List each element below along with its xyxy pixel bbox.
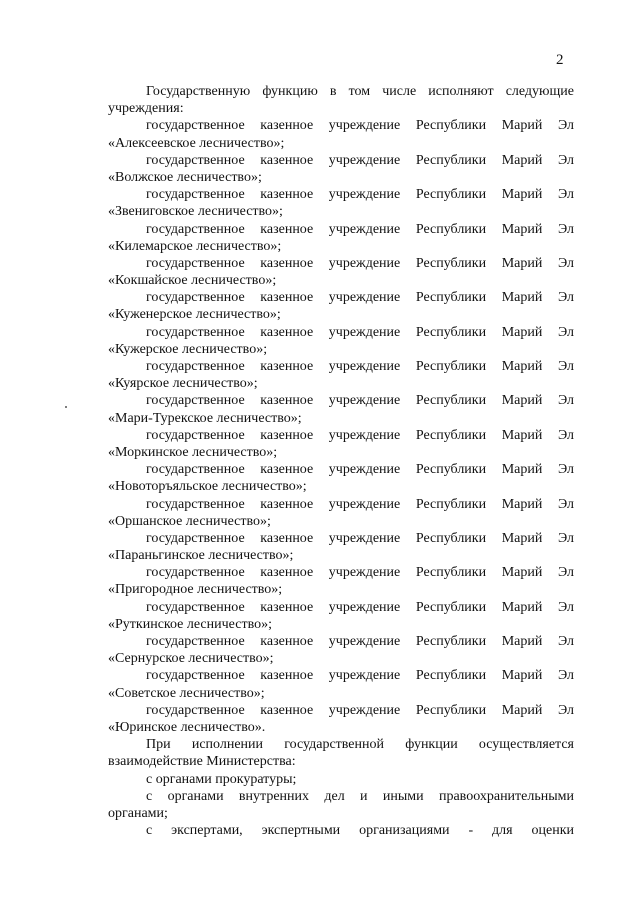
institution-name: «Руткинское лесничество»;	[108, 616, 272, 632]
institution-item	[108, 633, 574, 667]
institution-item	[108, 564, 574, 598]
institution-item	[108, 702, 574, 736]
institution-item	[108, 186, 574, 220]
institution-name: «Мари-Турекское лесничество»;	[108, 410, 302, 426]
institution-item	[108, 358, 574, 392]
institution-prefix: государственное казенное учреждение Республики Марий Эл	[146, 152, 574, 168]
institution-name: «Куярское лесничество»;	[108, 376, 258, 392]
document-body	[108, 83, 574, 839]
intro-paragraph	[108, 83, 574, 117]
institution-name: «Параньгинское лесничество»;	[108, 548, 294, 564]
institution-prefix: государственное казенное учреждение Республики Марий Эл	[146, 668, 574, 684]
institution-prefix: государственное казенное учреждение Республики Марий Эл	[146, 702, 574, 718]
institution-name: «Килемарское лесничество»;	[108, 238, 282, 254]
institution-item	[108, 221, 574, 255]
institution-prefix: государственное казенное учреждение Республики Марий Эл	[146, 290, 574, 306]
institution-name: «Алексеевское лесничество»;	[108, 135, 285, 151]
institution-list	[108, 117, 574, 736]
institution-prefix: государственное казенное учреждение Республики Марий Эл	[146, 324, 574, 340]
institution-name: «Оршанское лесничество»;	[108, 513, 271, 529]
interaction-item-police-line-1: с органами внутренних дел и иными правоохранительными	[146, 788, 574, 804]
institution-item	[108, 427, 574, 461]
institution-name: «Кокшайское лесничество»;	[108, 273, 277, 289]
institution-name: «Куженерское лесничество»;	[108, 307, 281, 323]
institution-item	[108, 496, 574, 530]
institution-name: «Пригородное лесничество»;	[108, 582, 283, 598]
scan-speck	[65, 406, 67, 408]
interaction-item-police-line-2: органами;	[108, 805, 168, 821]
institution-prefix: государственное казенное учреждение Республики Марий Эл	[146, 462, 574, 478]
interaction-paragraph	[108, 736, 574, 839]
institution-prefix: государственное казенное учреждение Республики Марий Эл	[146, 530, 574, 546]
institution-prefix: государственное казенное учреждение Республики Марий Эл	[146, 599, 574, 615]
interaction-item-prosecutors: с органами прокуратуры;	[146, 771, 297, 787]
institution-prefix: государственное казенное учреждение Республики Марий Эл	[146, 634, 574, 649]
institution-prefix: государственное казенное учреждение Республики Марий Эл	[146, 393, 574, 409]
institution-item	[108, 599, 574, 633]
institution-prefix: государственное казенное учреждение Республики Марий Эл	[146, 427, 574, 443]
institution-name: «Новоторъяльское лесничество»;	[108, 479, 307, 495]
institution-name: «Советское лесничество»;	[108, 685, 265, 701]
institution-prefix: государственное казенное учреждение Республики Марий Эл	[146, 187, 574, 203]
institution-item	[108, 392, 574, 426]
interaction-line-1: При исполнении государственной функции осуществляется	[146, 737, 574, 753]
institution-prefix: государственное казенное учреждение Республики Марий Эл	[146, 565, 574, 581]
institution-name: «Кужерское лесничество»;	[108, 341, 268, 357]
institution-prefix: государственное казенное учреждение Республики Марий Эл	[146, 255, 574, 271]
institution-prefix: государственное казенное учреждение Республики Марий Эл	[146, 496, 574, 512]
institution-name: «Сернурское лесничество»;	[108, 651, 274, 667]
interaction-item-experts-line-1: с экспертами, экспертными организациями - для оценки	[146, 823, 574, 839]
institution-item	[108, 324, 574, 358]
institution-item	[108, 255, 574, 289]
institution-name: «Звениговское лесничество»;	[108, 204, 283, 220]
institution-name: «Волжское лесничество»;	[108, 169, 262, 185]
institution-name: «Юринское лесничество».	[108, 719, 266, 735]
institution-prefix: государственное казенное учреждение Республики Марий Эл	[146, 118, 574, 134]
interaction-line-2: взаимодействие Министерства:	[108, 754, 296, 770]
institution-name: «Моркинское лесничество»;	[108, 444, 278, 460]
intro-line-1: Государственную функцию в том числе исполняют следующие	[146, 84, 574, 99]
intro-line-2: учреждения:	[108, 101, 184, 117]
institution-item	[108, 152, 574, 186]
institution-item	[108, 461, 574, 495]
institution-item	[108, 530, 574, 564]
page-number: 2	[556, 52, 564, 68]
institution-item	[108, 117, 574, 151]
institution-item	[108, 667, 574, 701]
institution-item	[108, 289, 574, 323]
institution-prefix: государственное казенное учреждение Республики Марий Эл	[146, 221, 574, 237]
institution-prefix: государственное казенное учреждение Республики Марий Эл	[146, 359, 574, 374]
